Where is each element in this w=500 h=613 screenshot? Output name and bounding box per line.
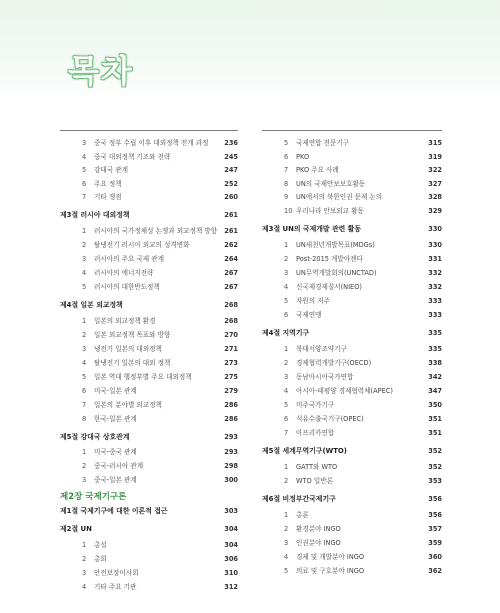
toc-entry-number: 5: [82, 283, 87, 291]
toc-entry[interactable]: [262, 268, 442, 279]
toc-entry-number: 3: [82, 139, 87, 147]
toc-entry[interactable]: [262, 566, 442, 577]
toc-entry[interactable]: [262, 165, 442, 176]
toc-entry-number: 5: [284, 401, 289, 409]
toc-entry-title: 중국 정부 수립 이후 대외정책 전개 과정: [94, 139, 209, 147]
toc-entry[interactable]: [60, 165, 238, 176]
toc-section-heading[interactable]: [262, 224, 442, 235]
toc-page-number: 270: [224, 331, 238, 339]
toc-entry-title: 인권분야 INGO: [296, 539, 341, 547]
toc-entry-number: 3: [284, 269, 289, 277]
toc-entry-title: 냉전기 일본의 대외정책: [94, 345, 162, 353]
toc-entry-title: 제3절 러시아 대외정책: [60, 211, 130, 219]
toc-page-number: 319: [428, 152, 442, 161]
toc-entry-title: 러시아의 주요 국제 관계: [94, 255, 164, 263]
toc-page-number: 315: [428, 139, 442, 147]
toc-page-number: 333: [428, 311, 442, 319]
toc-entry-title: 제2절 UN: [60, 525, 92, 533]
toc-page-number: 332: [428, 269, 442, 277]
toc-entry[interactable]: [60, 282, 238, 293]
toc-page-number: 293: [224, 433, 238, 441]
toc-entry[interactable]: [262, 358, 442, 369]
toc-entry-number: 2: [284, 525, 289, 533]
toc-entry-number: 1: [284, 463, 289, 471]
toc-entry[interactable]: [60, 240, 238, 251]
toc-entry[interactable]: [262, 296, 442, 307]
toc-section-heading[interactable]: [60, 432, 238, 443]
toc-entry[interactable]: [60, 226, 238, 237]
toc-entry-title: 경제 및 개발분야 INGO: [296, 553, 365, 561]
toc-entry[interactable]: [262, 344, 442, 355]
toc-entry[interactable]: [262, 282, 442, 293]
toc-entry-number: 3: [82, 345, 87, 353]
toc-section-heading[interactable]: [60, 300, 238, 311]
toc-entry[interactable]: [262, 240, 442, 251]
toc-entry[interactable]: [60, 400, 238, 411]
toc-page-number: 279: [224, 387, 238, 395]
toc-entry-number: 4: [82, 152, 87, 161]
toc-entry[interactable]: [60, 344, 238, 355]
toc-entry-title: GATT와 WTO: [296, 463, 338, 471]
toc-entry[interactable]: [60, 358, 238, 369]
toc-entry[interactable]: [262, 310, 442, 321]
toc-page-number: 356: [428, 511, 442, 519]
toc-entry-number: 2: [284, 255, 289, 263]
toc-entry-number: 2: [82, 462, 87, 470]
toc-entry-title: 주요 정책: [94, 179, 122, 188]
toc-entry-title: 일본 외교정책 목표와 방향: [94, 331, 171, 339]
toc-entry-title: UN새천년개발목표(MDGs): [296, 241, 375, 249]
toc-entry-title: 아시아-태평양 경제협력체(APEC): [296, 387, 393, 395]
toc-entry[interactable]: [262, 400, 442, 411]
toc-entry-title: 제2장 국제기구론: [60, 492, 127, 502]
toc-entry[interactable]: [262, 428, 442, 439]
toc-entry[interactable]: [262, 414, 442, 425]
toc-entry-title: 기타 쟁점: [94, 193, 122, 202]
toc-entry-title: Post-2015 개발아젠다: [296, 255, 363, 263]
toc-page-number: 357: [428, 525, 442, 533]
toc-section-heading[interactable]: [60, 210, 238, 221]
toc-entry[interactable]: [262, 179, 442, 190]
toc-entry-number: 5: [82, 166, 87, 175]
toc-entry[interactable]: [60, 316, 238, 327]
toc-entry-title: UN무역개발회의(UNCTAD): [296, 269, 377, 277]
toc-entry-number: 2: [284, 359, 289, 367]
toc-entry-number: 8: [284, 179, 289, 188]
toc-section-heading[interactable]: [60, 506, 238, 517]
toc-entry-title: 일본의 외교정책 환경: [94, 317, 156, 325]
toc-page-number: 312: [224, 583, 238, 591]
toc-page-number: 310: [224, 569, 238, 577]
toc-entry-number: 5: [284, 567, 289, 575]
toc-entry-title: 국제연맹: [296, 311, 322, 319]
toc-page-number: 328: [428, 193, 442, 202]
toc-entry-title: 동남아시아국가연합: [296, 373, 354, 381]
toc-entry-number: 1: [82, 448, 87, 456]
toc-entry-title: UN의 국제안보보호활동: [296, 179, 366, 188]
toc-section-heading[interactable]: [262, 494, 442, 505]
toc-section-heading[interactable]: [262, 328, 442, 339]
toc-entry-title: 국제연합 전문기구: [296, 139, 350, 147]
toc-entry-title: 경제협력개발기구(OECD): [296, 359, 372, 367]
toc-page-number: 330: [428, 225, 442, 233]
toc-entry[interactable]: [60, 461, 238, 472]
toc-entry-number: 4: [82, 269, 87, 277]
toc-page-number: 333: [428, 297, 442, 305]
toc-entry-title: PKO 주요 사례: [296, 166, 339, 175]
toc-entry-number: 3: [82, 569, 87, 577]
toc-entry-title: 의료 및 구호분야 INGO: [296, 567, 365, 575]
toc-page-number: 247: [224, 166, 238, 175]
toc-entry-title: 미주국가기구: [296, 401, 335, 409]
toc-page-number: 353: [428, 477, 442, 485]
toc-page-number: 335: [428, 329, 442, 337]
toc-page-number: 350: [428, 401, 442, 409]
toc-page-number: 352: [428, 463, 442, 471]
toc-entry[interactable]: [262, 552, 442, 563]
toc-entry-number: 7: [284, 166, 289, 175]
toc-page-number: 236: [224, 139, 238, 147]
toc-entry-title: 안전보장이사회: [94, 569, 139, 577]
toc-page-number: 298: [224, 462, 238, 470]
toc-entry[interactable]: [60, 568, 238, 579]
toc-entry[interactable]: [60, 582, 238, 593]
toc-page-number: 304: [224, 525, 238, 533]
toc-entry[interactable]: [262, 538, 442, 549]
toc-entry[interactable]: [60, 330, 238, 341]
toc-entry[interactable]: [262, 254, 442, 265]
toc-entry-number: 1: [82, 227, 87, 235]
toc-entry[interactable]: [60, 268, 238, 279]
toc-entry-title: 제4절 일본 외교정책: [60, 301, 123, 309]
toc-entry-title: 제3절 UN의 국제개발 관련 활동: [262, 225, 361, 233]
toc-entry[interactable]: [60, 179, 238, 190]
toc-entry[interactable]: [60, 414, 238, 425]
toc-entry-title: 한국-일본 관계: [94, 415, 137, 423]
toc-page-number: 273: [224, 359, 238, 367]
toc-entry-number: 6: [284, 311, 289, 319]
toc-page-number: 359: [428, 539, 442, 547]
toc-section-heading[interactable]: [60, 524, 238, 535]
toc-page-number: 267: [224, 283, 238, 291]
toc-entry-number: 3: [82, 476, 87, 484]
toc-entry-number: 2: [284, 477, 289, 485]
toc-page-number: 331: [428, 255, 442, 263]
toc-entry-number: 6: [82, 387, 87, 395]
toc-entry-title: 석유수출국기구(OPEC): [296, 415, 364, 423]
toc-entry[interactable]: [262, 372, 442, 383]
toc-entry-number: 3: [284, 373, 289, 381]
toc-entry-title: UN에서의 북한인권 문제 논의: [296, 193, 383, 202]
toc-entry-title: 중국-일본 관계: [94, 476, 137, 484]
toc-entry[interactable]: [60, 540, 238, 551]
toc-page-number: 306: [224, 555, 238, 563]
toc-page-number: 338: [428, 359, 442, 367]
toc-entry-title: 탈냉전기 러시아 외교의 성격변화: [94, 241, 190, 249]
toc-entry-number: 1: [82, 541, 87, 549]
toc-entry-number: 4: [284, 387, 289, 395]
toc-entry-number: 4: [82, 583, 87, 591]
toc-entry-title: 총설: [94, 541, 107, 549]
toc-entry[interactable]: [262, 138, 442, 149]
toc-entry-title: 러시아의 국가정체성 논쟁과 외교정책 방향: [94, 227, 218, 235]
toc-entry-title: 제6절 비정부간국제기구: [262, 495, 336, 503]
toc-page-number: 327: [428, 179, 442, 188]
toc-page-number: 342: [428, 373, 442, 381]
toc-page-number: 268: [224, 317, 238, 325]
toc-entry-title: 기타 주요 기관: [94, 583, 137, 591]
toc-page-number: 264: [224, 255, 238, 263]
toc-entry[interactable]: [262, 524, 442, 535]
toc-entry-title: 자원의 저주: [296, 297, 330, 305]
toc-page-number: 351: [428, 415, 442, 423]
toc-entry-number: 3: [284, 539, 289, 547]
page-header-band: [0, 0, 500, 100]
toc-entry[interactable]: [262, 152, 442, 163]
toc-entry-number: 7: [82, 401, 87, 409]
toc-entry[interactable]: [60, 192, 238, 203]
page-title: 목차: [68, 52, 134, 90]
toc-entry-number: 1: [82, 317, 87, 325]
toc-entry-title: 아프리카연합: [296, 429, 335, 437]
toc-entry-number: 1: [284, 241, 289, 249]
toc-page-number: 262: [224, 241, 238, 249]
toc-page-number: 245: [224, 152, 238, 161]
toc-entry[interactable]: [262, 192, 442, 203]
toc-entry-title: PKO: [296, 152, 310, 161]
toc-entry[interactable]: [60, 138, 238, 149]
toc-entry-number: 2: [82, 241, 87, 249]
toc-entry[interactable]: [60, 554, 238, 565]
toc-entry-title: 강대국 관계: [94, 166, 128, 175]
toc-entry[interactable]: [60, 372, 238, 383]
toc-entry-title: 탈냉전기 일본의 대외 정책: [94, 359, 171, 367]
toc-entry-title: 우리나라 안보외교 활동: [296, 207, 364, 215]
toc-entry-title: 미국-중국 관계: [94, 448, 137, 456]
toc-entry[interactable]: [60, 447, 238, 458]
toc-entry-title: 환경분야 INGO: [296, 525, 341, 533]
toc-entry-number: 6: [284, 415, 289, 423]
toc-entry-number: 5: [82, 373, 87, 381]
toc-entry-number: 7: [284, 429, 289, 437]
toc-entry-title: WTO 일반론: [296, 477, 333, 485]
toc-entry-number: 4: [82, 359, 87, 367]
toc-page-number: 267: [224, 269, 238, 277]
toc-page-number: 303: [224, 507, 238, 515]
toc-page-number: 329: [428, 207, 442, 215]
toc-entry-title: 중국 대외정책 기조와 전략: [94, 152, 171, 161]
toc-page-number: 286: [224, 401, 238, 409]
toc-entry-number: 3: [82, 255, 87, 263]
toc-page-number: 351: [428, 429, 442, 437]
toc-page-number: 362: [428, 567, 442, 575]
toc-entry-title: 미국-일본 관계: [94, 387, 137, 395]
toc-page-number: 268: [224, 301, 238, 309]
toc-entry-number: 5: [284, 297, 289, 305]
toc-entry-number: 6: [82, 179, 87, 188]
toc-page-number: 330: [428, 241, 442, 249]
toc-entry-number: 4: [284, 283, 289, 291]
toc-entry-title: 총론: [296, 511, 309, 519]
toc-entry-title: 제5절 강대국 상호관계: [60, 433, 130, 441]
toc-section-heading[interactable]: [262, 446, 442, 457]
toc-entry[interactable]: [60, 386, 238, 397]
toc-page-number: 261: [224, 211, 238, 219]
toc-page-number: 261: [224, 227, 238, 235]
column-top-rule: [262, 130, 442, 131]
toc-page-number: 304: [224, 541, 238, 549]
toc-entry-number: 1: [284, 345, 289, 353]
toc-page-number: 322: [428, 166, 442, 175]
toc-entry-number: 5: [284, 139, 289, 147]
toc-entry-number: 2: [82, 331, 87, 339]
toc-page-number: 271: [224, 345, 238, 353]
toc-entry-title: 신국제경제질서(NIEO): [296, 283, 362, 291]
toc-entry-title: 일본의 분야별 외교정책: [94, 401, 162, 409]
toc-entry-title: 제1절 국제기구에 대한 이론적 접근: [60, 507, 168, 515]
toc-page-number: 293: [224, 448, 238, 456]
toc-entry[interactable]: [262, 206, 442, 217]
toc-entry[interactable]: [262, 386, 442, 397]
toc-entry-number: 2: [82, 555, 87, 563]
toc-entry-title: 일본 역대 행정부별 주요 대외정책: [94, 373, 192, 381]
toc-page-number: 260: [224, 193, 238, 202]
toc-entry-title: 러시아의 에너지전략: [94, 269, 154, 277]
toc-entry-number: 10: [284, 207, 293, 215]
toc-page-number: 347: [428, 387, 442, 395]
toc-entry[interactable]: [262, 476, 442, 487]
toc-entry-number: 4: [284, 553, 289, 561]
toc-page-number: 360: [428, 553, 442, 561]
column-top-rule: [60, 130, 238, 131]
toc-page-number: 356: [428, 495, 442, 503]
toc-page-number: 352: [428, 447, 442, 455]
toc-entry[interactable]: [262, 510, 442, 521]
toc-entry-title: 북대서양조약기구: [296, 345, 347, 353]
toc-page-number: 332: [428, 283, 442, 291]
toc-entry[interactable]: [262, 462, 442, 473]
toc-chapter-heading[interactable]: [60, 492, 238, 503]
toc-entry-title: 러시아의 대한반도정책: [94, 283, 160, 291]
toc-entry-title: 제4절 지역기구: [262, 329, 310, 337]
toc-page-number: 335: [428, 345, 442, 353]
toc-entry-number: 1: [284, 511, 289, 519]
toc-page-number: 300: [224, 476, 238, 484]
toc-entry-title: 총회: [94, 555, 107, 563]
toc-page-number: 252: [224, 179, 238, 188]
toc-entry-title: 제5절 세계무역기구(WTO): [262, 447, 347, 455]
toc-entry-number: 6: [284, 152, 289, 161]
toc-entry-number: 7: [82, 193, 87, 202]
toc-entry[interactable]: [60, 475, 238, 486]
toc-page-number: 286: [224, 415, 238, 423]
toc-entry[interactable]: [60, 152, 238, 163]
toc-entry-number: 9: [284, 193, 289, 202]
toc-page-number: 275: [224, 373, 238, 381]
toc-entry-title: 중국-러시아 관계: [94, 462, 144, 470]
toc-entry[interactable]: [60, 254, 238, 265]
toc-entry-number: 8: [82, 415, 87, 423]
